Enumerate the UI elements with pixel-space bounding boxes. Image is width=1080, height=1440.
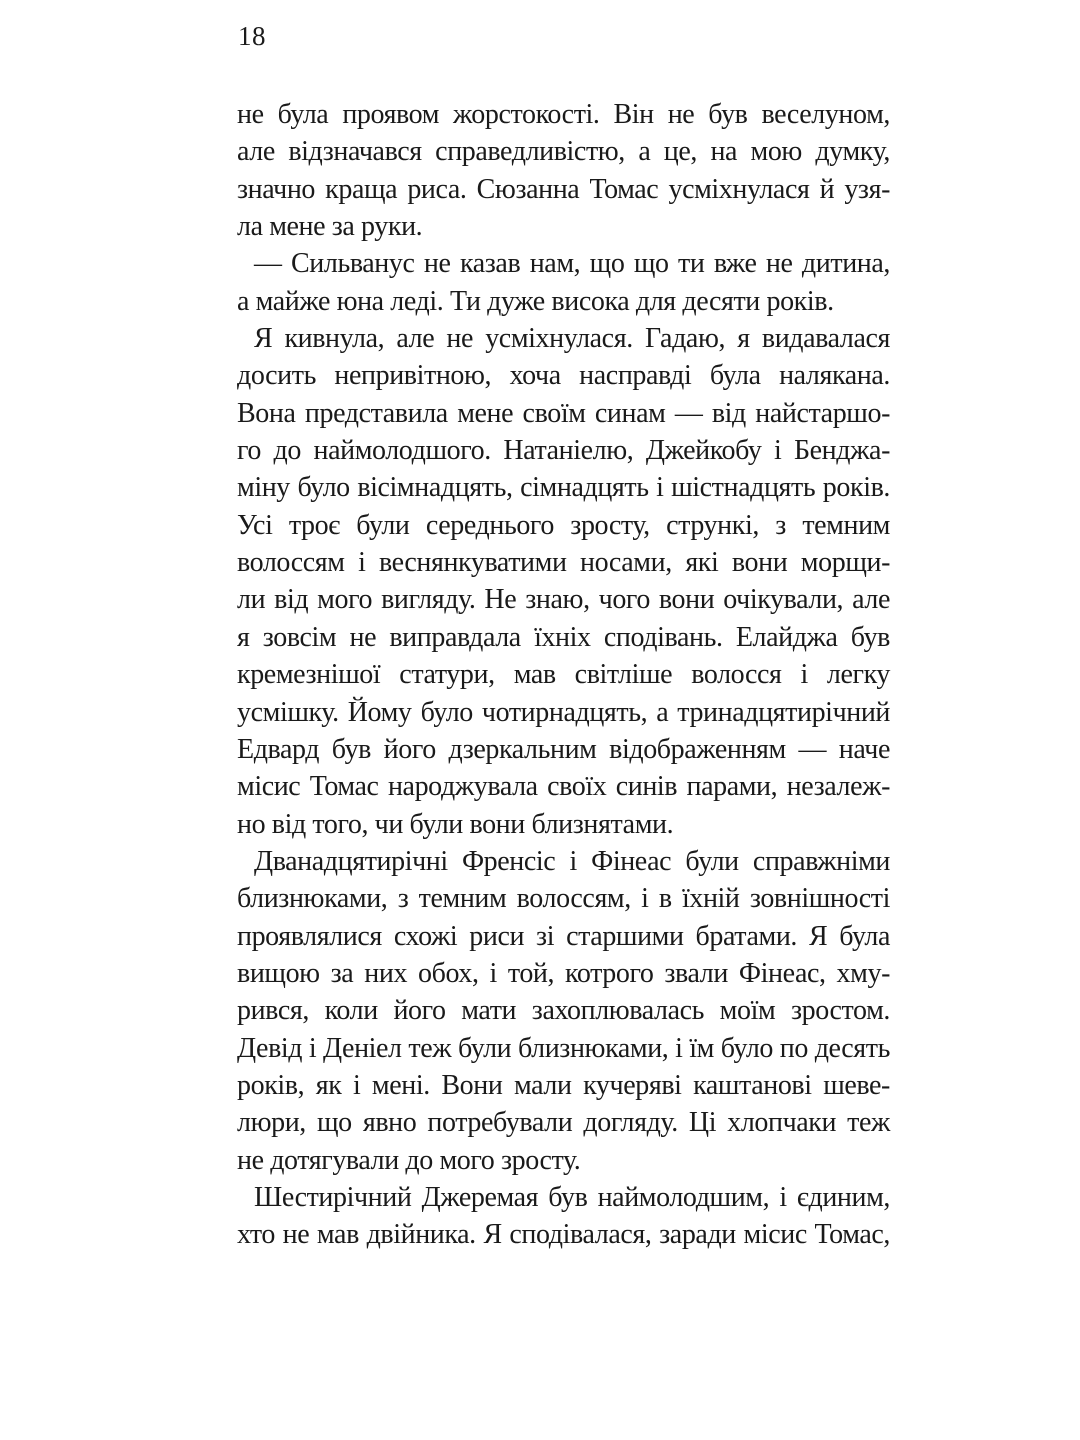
text-block xyxy=(237,96,890,1254)
text-line: но від того, чи були вони близнятами. xyxy=(237,808,674,840)
text-line: го до наймолодшого. Натаніелю, Джейкобу і Бенджа- xyxy=(237,435,890,467)
text-line: міну було вісімнадцять, сімнадцять і шістнадцять років. xyxy=(237,472,890,504)
text-line: значно краща риса. Сюзанна Томас усміхнулася й узя- xyxy=(237,173,890,205)
paragraph xyxy=(237,320,890,843)
text-line: близнюками, з темним волоссям, і в їхній зовнішності xyxy=(237,883,890,915)
text-line: люри, що явно потребували догляду. Ці хлопчаки теж xyxy=(237,1107,890,1139)
text-line: Усі троє були середнього зросту, стрункі, з темним xyxy=(237,509,890,541)
text-line: Я кивнула, але не усміхнулася. Гадаю, я видавалася xyxy=(254,323,890,355)
text-line: кремезнішої статури, мав світліше волосся і легку xyxy=(237,659,890,691)
text-line: Шестирічний Джеремая був наймолодшим, і єдиним, xyxy=(254,1181,890,1213)
text-line: місис Томас народжувала своїх синів парами, незалеж- xyxy=(237,771,890,803)
paragraph xyxy=(237,1179,890,1254)
text-line: я зовсім не виправдала їхніх сподівань. Елайджа був xyxy=(237,621,890,653)
text-line: усмішку. Йому було чотирнадцять, а тринадцятирічний xyxy=(237,696,890,728)
text-line: хто не мав двійника. Я сподівалася, заради місис Томас, xyxy=(237,1219,890,1251)
text-line: Дванадцятирічні Френсіс і Фінеас були справжніми xyxy=(254,845,890,877)
text-line: Едвард був його дзеркальним відображенням — наче xyxy=(237,733,890,765)
paragraph xyxy=(237,245,890,320)
text-line: а майже юна леді. Ти дуже висока для десяти років. xyxy=(237,285,834,317)
paragraph xyxy=(237,843,890,1179)
paragraph xyxy=(237,96,890,245)
text-line: волоссям і веснянкуватими носами, які вони морщи- xyxy=(237,547,890,579)
text-line: ли від мого вигляду. Не знаю, чого вони очікували, але xyxy=(237,584,890,616)
text-line: Вона представила мене своїм синам — від найстаршо- xyxy=(237,397,890,429)
text-line: але відзначався справедливістю, а це, на мою думку, xyxy=(237,136,890,168)
text-line: рився, коли його мати захоплювалась моїм зростом. xyxy=(237,995,890,1027)
page-number: 18 xyxy=(238,21,266,51)
text-line: — Сильванус не казав нам, що що ти вже не дитина, xyxy=(254,248,890,280)
text-line: Девід і Деніел теж були близнюками, і їм було по десять xyxy=(237,1032,890,1064)
text-line: вищою за них обох, і той, котрого звали Фінеас, хму- xyxy=(237,957,890,989)
text-line: ла мене за руки. xyxy=(237,211,423,243)
text-line: років, як і мені. Вони мали кучеряві каштанові шеве- xyxy=(237,1069,890,1101)
text-line: не дотягували до мого зросту. xyxy=(237,1144,581,1176)
text-line: не була проявом жорстокості. Він не був веселуном, xyxy=(237,99,890,130)
text-line: досить непривітною, хоча насправді була налякана. xyxy=(237,360,890,392)
text-line: проявлялися схожі риси зі старшими братами. Я була xyxy=(237,920,890,952)
